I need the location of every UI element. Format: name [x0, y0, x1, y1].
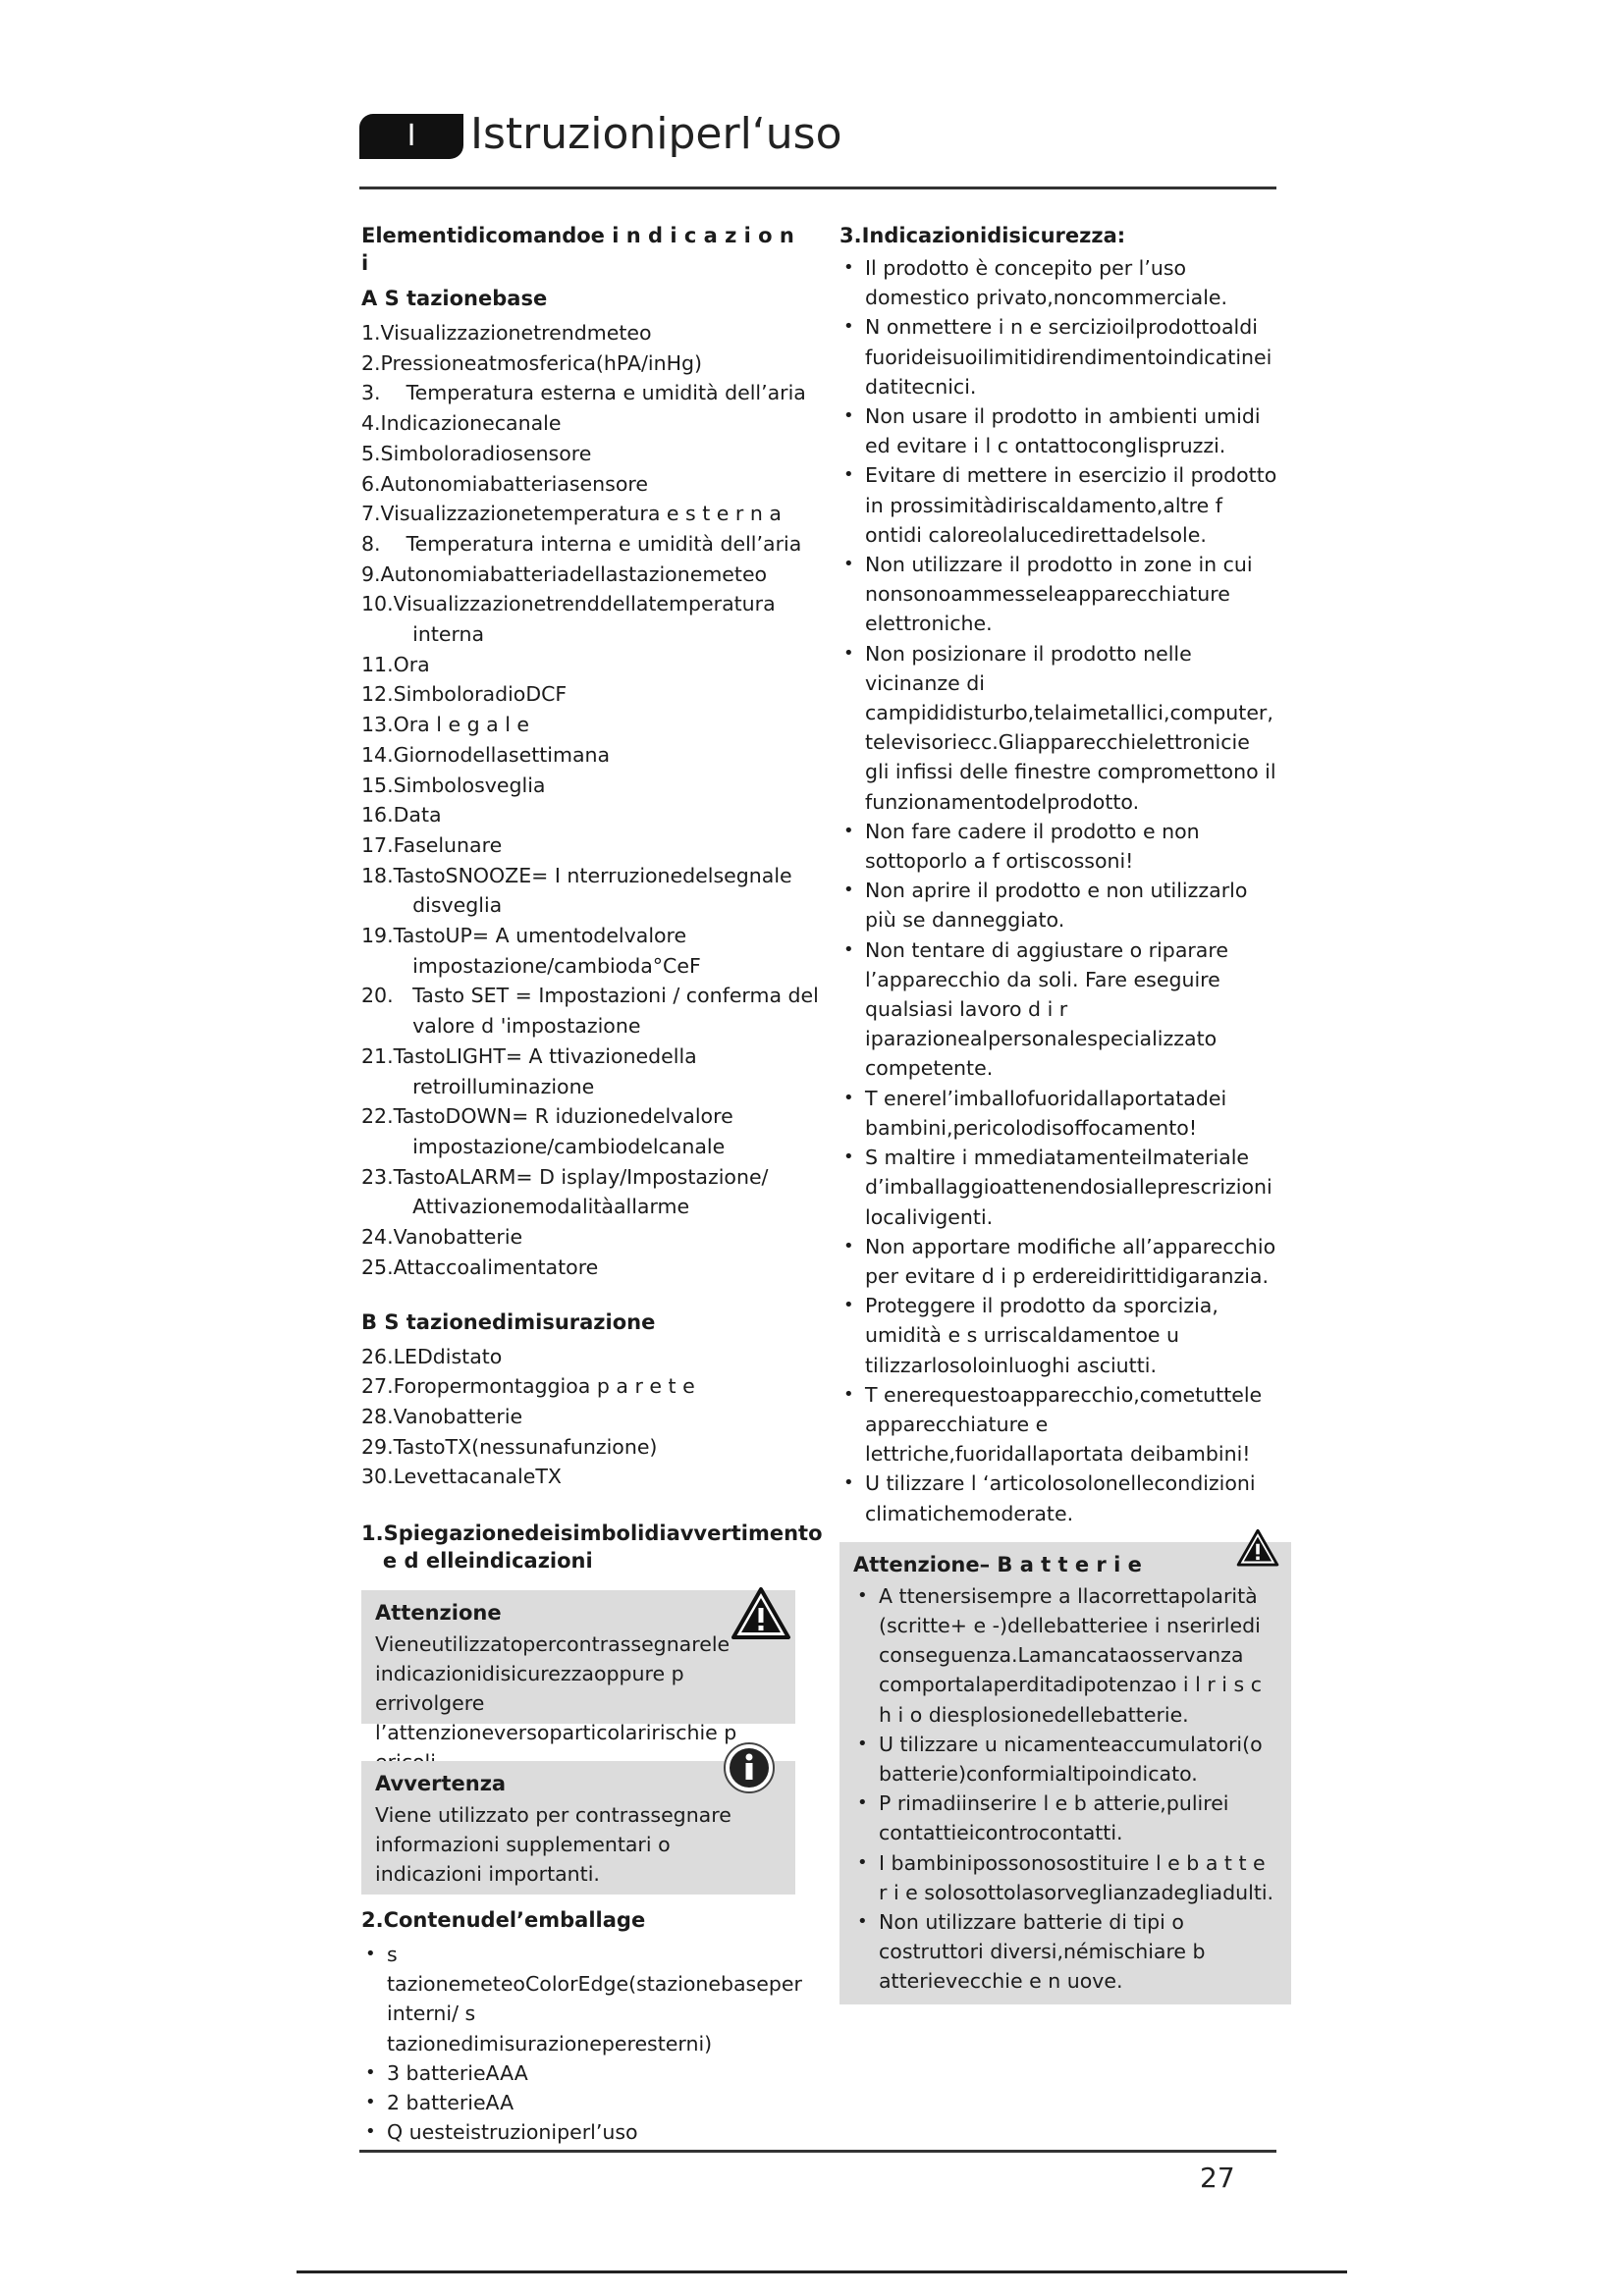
- list-item: • U tilizzare l ‘articolosolonellecondizioni climatichemoderate.: [839, 1468, 1279, 1527]
- batterie-title: Attenzione– B a t t e r i e: [853, 1552, 1142, 1576]
- list-item: 17.Faselunare: [361, 832, 503, 857]
- list-item: 5.Simboloradiosensore: [361, 441, 592, 465]
- list-item: 16.Data: [361, 803, 442, 828]
- list-item: • Non utilizzare batterie di tipi o costruttori diversi,némischiare b atterievecchie e n uove.: [853, 1907, 1277, 1997]
- list-item: valore d 'impostazione: [361, 1014, 641, 1039]
- list-item: 2.Pressioneatmosferica(hPA/inHg): [361, 350, 703, 375]
- page-title: Istruzioniperl‘uso: [470, 109, 842, 159]
- warning-icon: [1236, 1528, 1279, 1568]
- list-item: 11.Ora: [361, 652, 430, 676]
- safety-list: [839, 253, 1279, 1528]
- list-item: • Non fare cadere il prodotto e non sottoporlo a f ortiscossoni!: [839, 817, 1279, 876]
- package-contents-list: [361, 1940, 803, 2147]
- list-item: • U tilizzare u nicamenteaccumulatori(o batterie)conformialtipoindicato.: [853, 1730, 1277, 1789]
- list-item: 28.Vanobatterie: [361, 1404, 523, 1428]
- list-item: impostazione/cambiodelcanale: [361, 1134, 726, 1158]
- avvertenza-text: Viene utilizzato per contrassegnare informazioni supplementari o indicazioni importanti.: [375, 1803, 731, 1887]
- batterie-box: [839, 1542, 1291, 2004]
- warning-icon: [731, 1586, 791, 1641]
- left-column: [361, 222, 823, 2147]
- list-item: • I bambinipossonosostituire l e b a t t e r i e solosottolasorveglianzadegliadulti.: [853, 1848, 1277, 1907]
- info-icon: [723, 1741, 776, 1794]
- list-item: • Proteggere il prodotto da sporcizia, umidità e s urriscaldamentoe u tilizzarlosoloinluoghi asciutti.: [839, 1291, 1279, 1380]
- list-item: 24.Vanobatterie: [361, 1225, 523, 1250]
- list-item: 27.Foropermontaggioa p a r e t e: [361, 1374, 695, 1399]
- list-item: 19.TastoUP= A umentodelvalore: [361, 924, 687, 948]
- list-item: 3. Temperatura esterna e umidità dell’aria: [361, 381, 806, 405]
- avvertenza-title: Avvertenza: [375, 1772, 507, 1796]
- list-item: 12.SimboloradioDCF: [361, 682, 568, 707]
- list-item: 21.TastoLIGHT= A ttivazionedella: [361, 1043, 697, 1068]
- list-item: 22.TastoDOWN= R iduzionedelvalore: [361, 1104, 733, 1129]
- list-item: • s tazionemeteoColorEdge(stazionebaseper interni/ s tazionedimisurazioneperesterni): [361, 1940, 803, 2058]
- list-item: 6.Autonomiabatteriasensore: [361, 471, 648, 496]
- list-item: 9.Autonomiabatteriadellastazionemeteo: [361, 561, 768, 586]
- list-item: • Non posizionare il prodotto nelle vicinanze di campididisturbo,telaimetallici,computer, televisoriecc.Gliapparecchielettronicie gli infissi delle finestre compromettono il funzionamentodelprodotto.: [839, 639, 1279, 817]
- list-item: 14.Giornodellasettimana: [361, 742, 611, 767]
- header-rule: [359, 187, 1276, 189]
- list-item: 26.LEDdistato: [361, 1344, 503, 1368]
- avvertenza-box: [361, 1761, 795, 1895]
- list-item: • A ttenersisempre a llacorrettapolarità (scritte+ e -)dellebatterieе i nserirledi conseguenza.Lamancataosservanza comportalaperditadipotenzao i l r i s c h i o diesplosionedellebatterie.: [853, 1581, 1277, 1730]
- list-item: • Q uesteistruzioniperl’uso: [361, 2117, 803, 2147]
- list-item: • Non aprire il prodotto e non utilizzarlo più se danneggiato.: [839, 876, 1279, 934]
- right-column: [839, 222, 1279, 2004]
- list-item: • S maltire i mmediatamenteilmateriale d’imballaggioattenendosialleprescrizioni localivigenti.: [839, 1143, 1279, 1232]
- list-item: impostazione/cambioda°CeF: [361, 953, 701, 978]
- bottom-rule: [297, 2270, 1347, 2273]
- list-item: • T enerequestoapparecchio,cometuttele apparecchiature e lettriche,fuoridallaportata deibambini!: [839, 1380, 1279, 1469]
- section-b-title: B S tazionedimisurazione: [361, 1309, 656, 1334]
- list-item: 25.Attaccoalimentatore: [361, 1255, 599, 1279]
- section-3-title: 3.Indicazionidisicurezza:: [839, 224, 1126, 247]
- list-item: • 3 batterieAAA: [361, 2058, 803, 2088]
- list-item: interna: [361, 622, 485, 647]
- section-a-title: A S tazionebase: [361, 287, 548, 310]
- list-item: • P rimadiinserire l e b atterie,pulirei contattieicontrocontatti.: [853, 1789, 1277, 1847]
- list-item: 15.Simbolosveglia: [361, 773, 546, 797]
- list-item: • T enerel’imballofuoridallaportatadei bambini,pericolodisoffocamento!: [839, 1084, 1279, 1143]
- list-item: • Non apportare modifiche all’apparecchio per evitare d i p erdereidirittidigaranzia.: [839, 1232, 1279, 1291]
- list-item: 7.Visualizzazionetemperatura e s t e r n a: [361, 502, 782, 526]
- list-item: disveglia: [361, 893, 503, 918]
- attenzione-title: Attenzione: [375, 1601, 502, 1626]
- list-item: 18.TastoSNOOZE= I nterruzionedelsegnale: [361, 863, 792, 887]
- section-2-title: 2.Contenudel’emballage: [361, 1908, 646, 1933]
- list-item: 29.TastoTX(nessunafunzione): [361, 1434, 658, 1459]
- list-item: 30.LevettacanaleTX: [361, 1465, 562, 1489]
- list-item: 10.Visualizzazionetrenddellatemperatura: [361, 592, 776, 616]
- page-number: 27: [1200, 2162, 1235, 2194]
- section-b-list: [361, 1342, 803, 1493]
- list-item: 4.Indicazionecanale: [361, 411, 562, 436]
- list-item: retroilluminazione: [361, 1074, 595, 1098]
- list-item: • N onmettere i n e sercizioilprodottoaldi fuorideisuoilimitidirendimentoindicatinei datitecnici.: [839, 312, 1279, 401]
- list-item: • 2 batterieAA: [361, 2088, 803, 2117]
- language-tag: I: [359, 114, 463, 159]
- attenzione-text: Vieneutilizzatopercontrassegnarele indicazionidisicurezzaoppure p errivolgere l’attenzioneversoparticolaririschie p: [375, 1632, 737, 1745]
- section-1-title: 1.Spiegazionedeisimbolidiavvertimento: [361, 1522, 823, 1546]
- section-a-list: [361, 318, 819, 1283]
- list-item: • Il prodotto è concepito per l’uso domestico privato,noncommerciale.: [839, 253, 1279, 312]
- list-item: • Non usare il prodotto in ambienti umidi ed evitare i l c ontattoconglispruzzi.: [839, 401, 1279, 460]
- section-1-title-cont: e d elleindicazioni: [361, 1549, 593, 1574]
- list-item: Attivazionemodalitàallarme: [361, 1195, 690, 1219]
- list-item: 20. Tasto SET = Impostazioni / conferma del: [361, 984, 819, 1008]
- list-item: 13.Ora l e g a l e: [361, 713, 530, 737]
- list-item: 23.TastoALARM= D isplay/Impostazione/: [361, 1164, 769, 1189]
- list-item: • Non tentare di aggiustare o riparare l’apparecchio da soli. Fare eseguire qualsiasi lavoro d i r iparazionealpersonalespecializzato competente.: [839, 935, 1279, 1084]
- attenzione-box: [361, 1590, 795, 1745]
- footer-rule: [359, 2150, 1276, 2153]
- list-item: • Evitare di mettere in esercizio il prodotto in prossimitàdiriscaldamento,altre f ontidi caloreolalucedirettadelsole.: [839, 460, 1279, 550]
- controls-heading: Elementidicomandoe i n d i c a z i o n i: [361, 224, 794, 275]
- batterie-list: [853, 1581, 1277, 1997]
- list-item: • Non utilizzare il prodotto in zone in cui nonsonoammesseleapparecchiature elettroniche.: [839, 550, 1279, 639]
- list-item: 1.Visualizzazionetrendmeteo: [361, 321, 652, 345]
- list-item: 8. Temperatura interna e umidità dell’aria: [361, 531, 802, 556]
